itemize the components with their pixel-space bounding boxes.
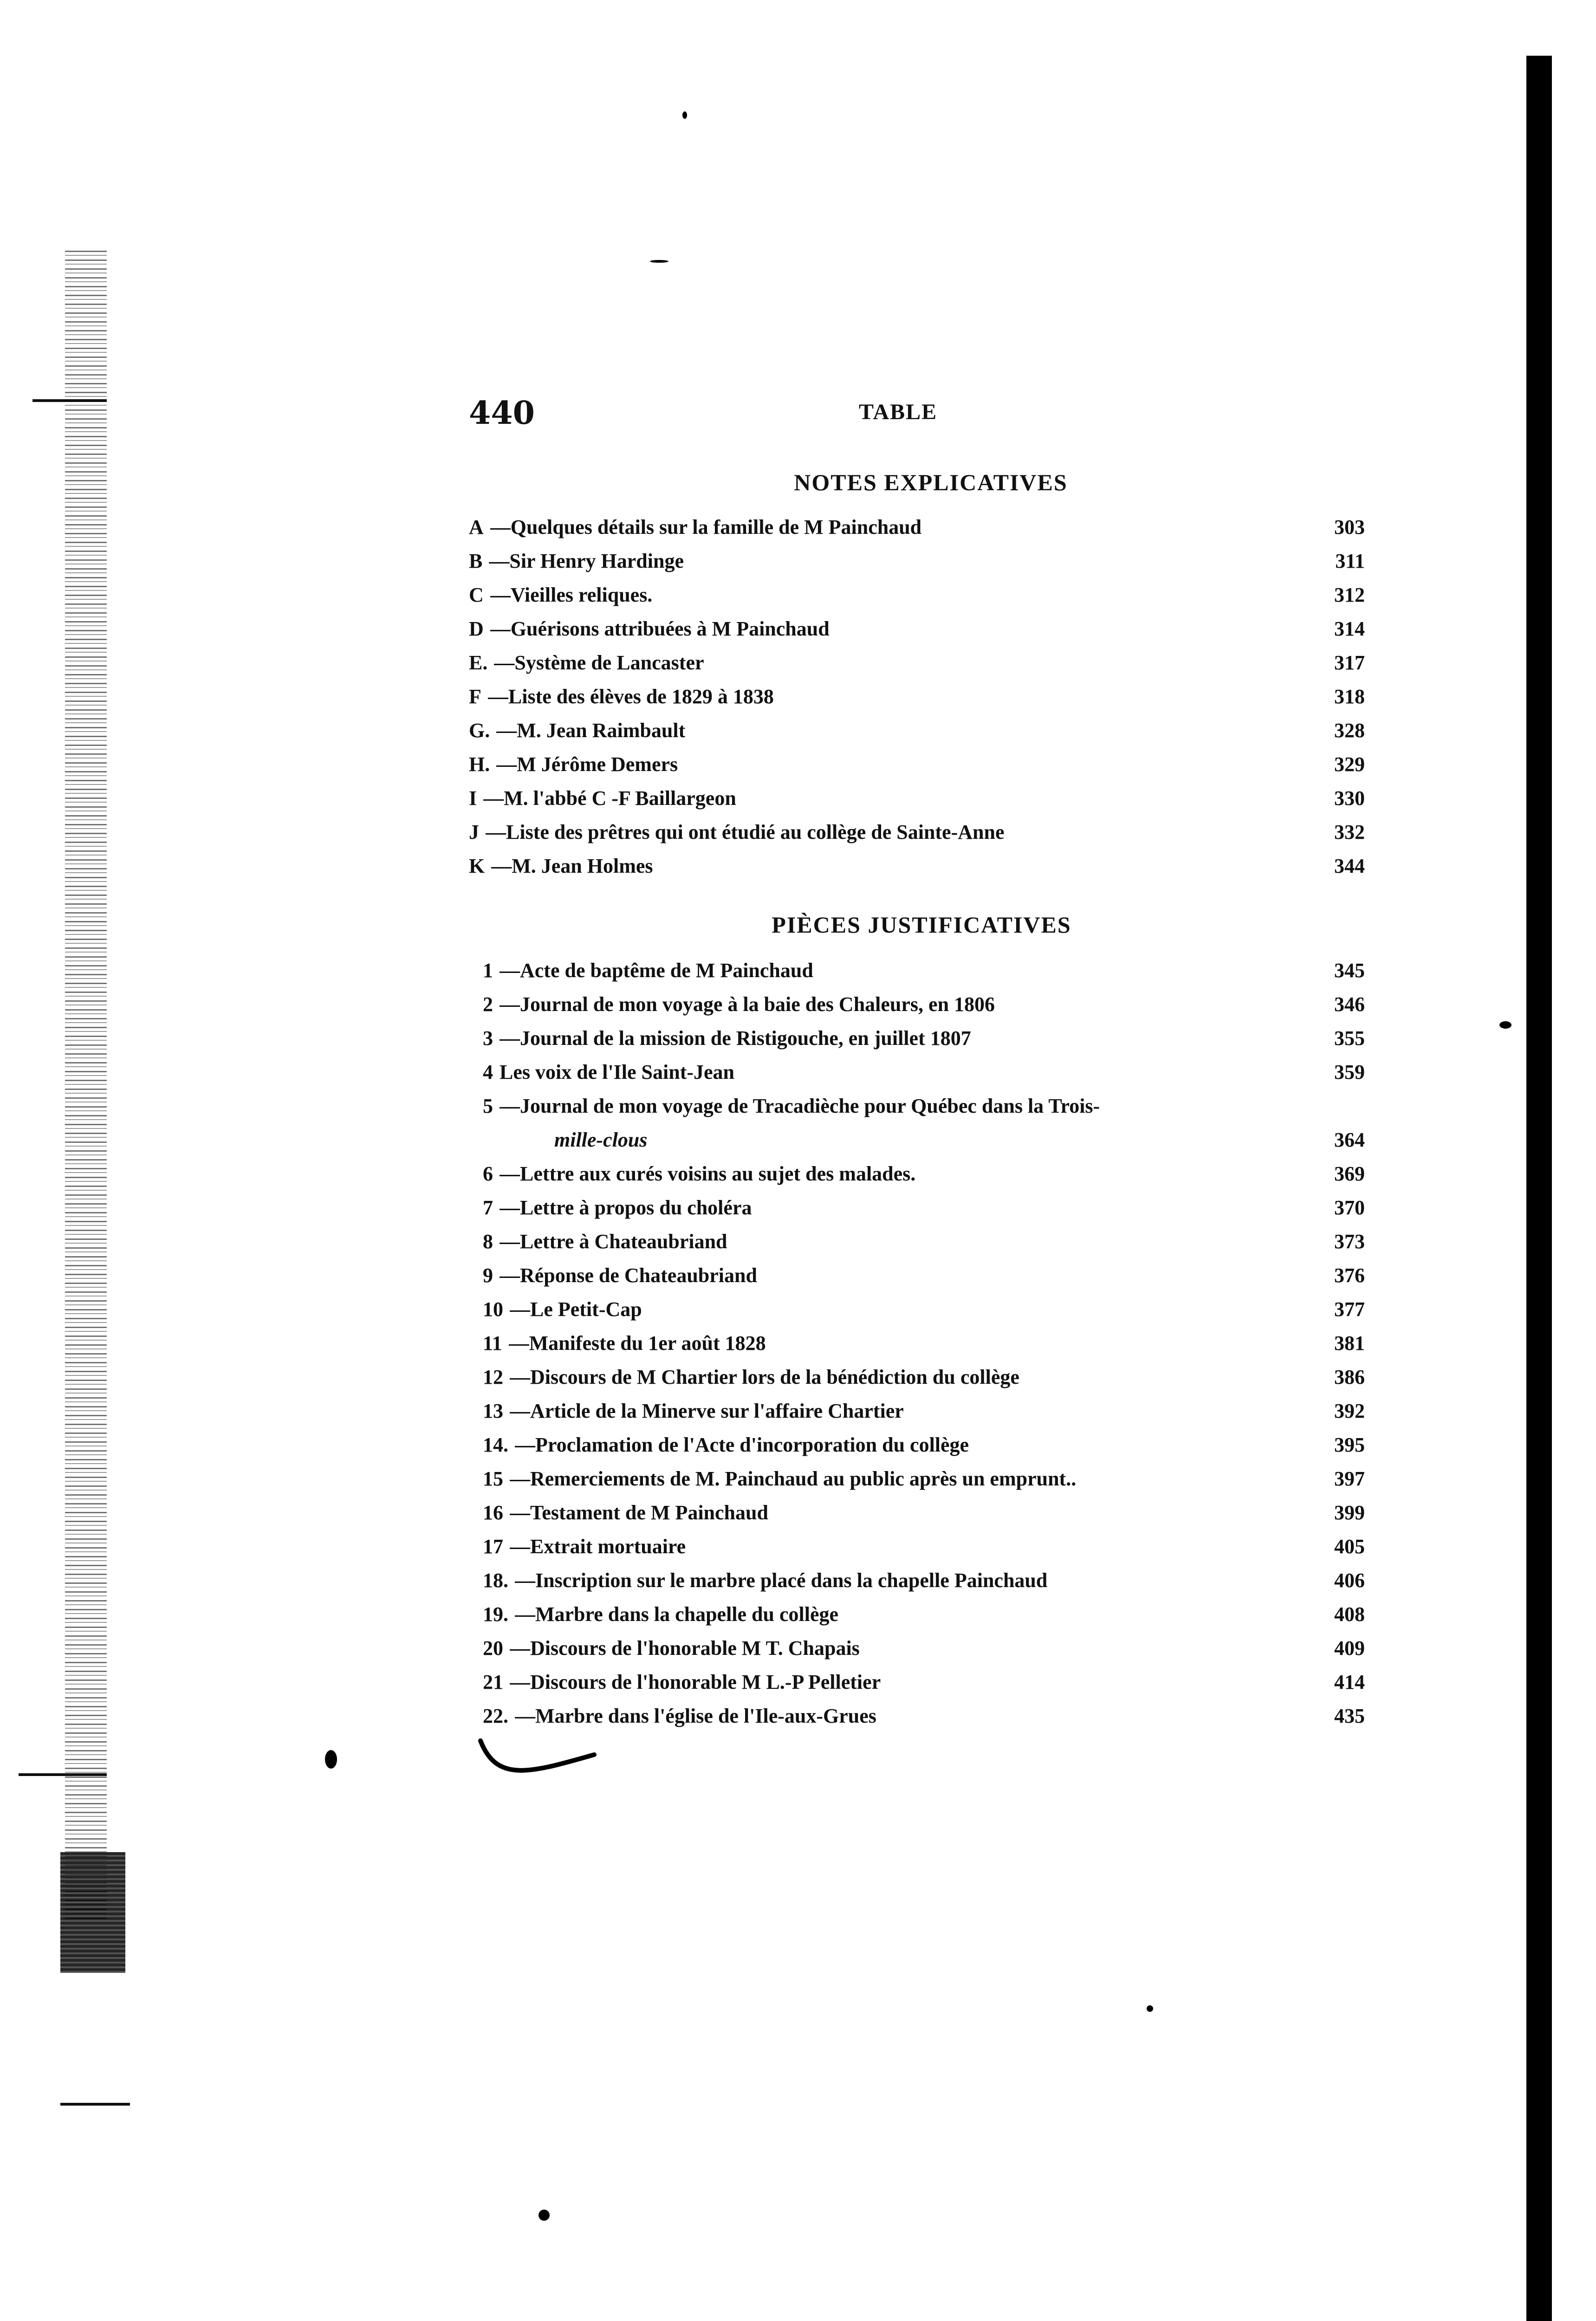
toc-entry-key: D: [469, 617, 484, 640]
toc-entry-page: 345: [1334, 959, 1365, 982]
toc-entry-key: J: [469, 821, 479, 843]
scan-speck: [1147, 2005, 1153, 2012]
toc-entry: [469, 1230, 1365, 1264]
running-head: TABLE: [859, 400, 938, 424]
toc-entry-page: 408: [1334, 1603, 1365, 1626]
toc-entry: [469, 820, 1365, 854]
toc-entry-page: 314: [1334, 617, 1365, 640]
toc-entry-page: 369: [1334, 1162, 1365, 1185]
toc-entry-page: 392: [1334, 1400, 1365, 1422]
toc-entry-page: 381: [1334, 1332, 1365, 1355]
toc-entry-key: 12: [483, 1366, 503, 1388]
toc-entry: [469, 1128, 1365, 1162]
toc-entry-title: —Journal de mon voyage de Tracadièche pour Québec dans la Trois-: [500, 1095, 1100, 1117]
toc-entry-title: —Quelques détails sur la famille de M Painchaud: [490, 516, 922, 538]
toc-entry-page: 376: [1334, 1264, 1365, 1287]
toc-entry-page: 359: [1334, 1061, 1365, 1083]
toc-entry-key: 20: [483, 1637, 503, 1660]
toc-entry-key: 16: [483, 1501, 503, 1524]
toc-entry-key: 19.: [483, 1603, 508, 1626]
toc-entry-page: 397: [1334, 1467, 1365, 1490]
notes-list: [469, 515, 1365, 888]
toc-entry-title: —Liste des élèves de 1829 à 1838: [487, 685, 774, 708]
toc-entry: [469, 1331, 1365, 1365]
toc-entry: [469, 651, 1365, 685]
toc-entry-key: 14.: [483, 1433, 508, 1456]
toc-entry-key: 18.: [483, 1569, 508, 1592]
toc-entry-title: —Discours de l'honorable M L.-P Pelletier: [510, 1671, 881, 1693]
toc-entry: [469, 1094, 1365, 1128]
toc-entry-key: 21: [483, 1671, 503, 1693]
toc-entry-title: —Marbre dans l'église de l'Ile-aux-Grues: [515, 1705, 876, 1727]
toc-entry-key: E.: [469, 651, 488, 674]
pieces-section-title: PIÈCES JUSTIFICATIVES: [772, 912, 1071, 938]
toc-entry-title: —Lettre à Chateaubriand: [500, 1230, 727, 1253]
scan-rule: [32, 399, 107, 402]
toc-entry: [469, 1704, 1365, 1738]
toc-entry: [469, 583, 1365, 617]
toc-entry-title: —Acte de baptême de M Painchaud: [500, 959, 813, 982]
toc-entry: [469, 1569, 1365, 1602]
scan-speck: [325, 1750, 337, 1769]
toc-entry-page: 318: [1334, 685, 1365, 708]
toc-entry-title: —Système de Lancaster: [494, 651, 704, 674]
toc-entry: [469, 1196, 1365, 1230]
toc-entry: [469, 1636, 1365, 1670]
toc-entry: [469, 549, 1365, 583]
toc-entry-title: —Discours de l'honorable M T. Chapais: [510, 1637, 860, 1660]
toc-entry-title: —Marbre dans la chapelle du collège: [515, 1603, 839, 1626]
toc-entry: [469, 786, 1365, 820]
toc-entry-page: 370: [1334, 1196, 1365, 1219]
scan-speck: [650, 260, 668, 263]
toc-entry-page: 355: [1334, 1027, 1365, 1050]
toc-entry: [469, 1602, 1365, 1636]
toc-entry-title: —Lettre aux curés voisins au sujet des malades.: [500, 1162, 916, 1185]
toc-entry-key: 10: [483, 1298, 503, 1321]
toc-page: [469, 395, 1365, 1738]
toc-entry: [469, 854, 1365, 888]
toc-entry: [469, 685, 1365, 719]
page-number: 440: [469, 395, 535, 432]
toc-entry-title: —Article de la Minerve sur l'affaire Chartier: [510, 1400, 904, 1422]
toc-entry-page: 312: [1334, 583, 1365, 606]
toc-entry-page: 399: [1334, 1501, 1365, 1524]
toc-entry-title: —M Jérôme Demers: [496, 753, 678, 776]
toc-entry-title: —Inscription sur le marbre placé dans la chapelle Painchaud: [515, 1569, 1048, 1592]
toc-entry-title: mille-clous: [554, 1128, 648, 1151]
toc-entry-key: K: [469, 855, 485, 877]
toc-entry-key: 7: [483, 1196, 493, 1219]
toc-entry-key: 11: [483, 1332, 502, 1355]
toc-entry-page: 406: [1334, 1569, 1365, 1592]
toc-entry-title: —Sir Henry Hardinge: [489, 550, 684, 572]
toc-entry-key: G.: [469, 719, 490, 742]
toc-entry-key: I: [469, 787, 477, 810]
ink-flourish: [478, 1731, 599, 1787]
toc-entry-key: 5: [483, 1095, 493, 1117]
toc-entry: [469, 1670, 1365, 1704]
notes-section-title: NOTES EXPLICATIVES: [794, 469, 1068, 495]
toc-entry: [469, 959, 1365, 992]
toc-entry-page: 303: [1334, 516, 1365, 538]
toc-entry: [469, 752, 1365, 786]
scan-rule: [60, 2103, 130, 2106]
toc-entry-page: 329: [1334, 753, 1365, 776]
toc-entry-key: B: [469, 550, 483, 572]
page-header: [469, 395, 1365, 446]
toc-entry: [469, 1365, 1365, 1399]
pieces-list: [469, 959, 1365, 1738]
toc-entry-title: —Guérisons attribuées à M Painchaud: [490, 617, 830, 640]
toc-entry-title: —Vieilles reliques.: [490, 583, 653, 606]
toc-entry-key: 1: [483, 959, 493, 982]
toc-entry-title: —Discours de M Chartier lors de la bénédiction du collège: [510, 1366, 1019, 1388]
toc-entry-key: 17: [483, 1535, 503, 1558]
toc-entry-key: 22.: [483, 1705, 508, 1727]
toc-entry-title: —Le Petit-Cap: [510, 1298, 642, 1321]
toc-entry-title: —Journal de la mission de Ristigouche, en juillet 1807: [500, 1027, 971, 1050]
toc-entry-key: 13: [483, 1400, 503, 1422]
toc-entry-title: —M. l'abbé C -F Baillargeon: [483, 787, 736, 810]
toc-entry-page: 386: [1334, 1366, 1365, 1388]
toc-entry-key: 8: [483, 1230, 493, 1253]
toc-entry-title: —Liste des prêtres qui ont étudié au collège de Sainte-Anne: [486, 821, 1005, 843]
toc-entry: [469, 1026, 1365, 1060]
scan-speck: [1499, 1021, 1512, 1029]
toc-entry-page: 435: [1334, 1705, 1365, 1727]
toc-entry: [469, 992, 1365, 1026]
toc-entry-page: 373: [1334, 1230, 1365, 1253]
toc-entry-page: 311: [1335, 550, 1365, 572]
scan-margin-block: [60, 1852, 125, 1973]
toc-entry-key: 2: [483, 993, 493, 1016]
toc-entry: [469, 1060, 1365, 1094]
toc-entry-page: 414: [1334, 1671, 1365, 1693]
toc-entry: [469, 1467, 1365, 1501]
toc-entry: [469, 1535, 1365, 1569]
toc-entry-title: —Réponse de Chateaubriand: [500, 1264, 757, 1287]
toc-entry: [469, 515, 1365, 549]
toc-entry-key: 4: [483, 1061, 493, 1083]
toc-entry: [469, 1501, 1365, 1535]
toc-entry-page: 409: [1334, 1637, 1365, 1660]
toc-entry-key: 9: [483, 1264, 493, 1287]
toc-entry: [469, 617, 1365, 651]
toc-entry: [469, 1399, 1365, 1433]
toc-entry-page: 317: [1334, 651, 1365, 674]
toc-entry-page: 377: [1334, 1298, 1365, 1321]
toc-entry-title: —Testament de M Painchaud: [510, 1501, 768, 1524]
toc-entry-title: —Remerciements de M. Painchaud au public après un emprunt..: [510, 1467, 1077, 1490]
toc-entry-page: 330: [1334, 787, 1365, 810]
toc-entry-page: 346: [1334, 993, 1365, 1016]
toc-entry-page: 364: [1334, 1128, 1365, 1151]
toc-entry: [469, 1297, 1365, 1331]
toc-entry-title: —M. Jean Raimbault: [496, 719, 686, 742]
toc-entry-key: 6: [483, 1162, 493, 1185]
toc-entry-page: 344: [1334, 855, 1365, 877]
toc-entry-page: 405: [1334, 1535, 1365, 1558]
toc-entry-title: —Manifeste du 1er août 1828: [508, 1332, 766, 1355]
toc-entry-title: —Lettre à propos du choléra: [500, 1196, 752, 1219]
scan-margin-noise: [65, 251, 107, 1922]
toc-entry: [469, 1433, 1365, 1467]
toc-entry-title: —Journal de mon voyage à la baie des Chaleurs, en 1806: [500, 993, 995, 1016]
toc-entry-key: 3: [483, 1027, 493, 1050]
scan-right-edge: [1526, 56, 1552, 2321]
toc-entry-key: C: [469, 583, 484, 606]
toc-entry-title: Les voix de l'Ile Saint-Jean: [500, 1061, 735, 1083]
toc-entry-key: F: [469, 685, 481, 708]
toc-entry: [469, 719, 1365, 752]
toc-entry-title: —M. Jean Holmes: [491, 855, 653, 877]
scan-speck: [538, 2210, 550, 2221]
toc-entry-title: —Extrait mortuaire: [510, 1535, 686, 1558]
toc-entry-page: 328: [1334, 719, 1365, 742]
toc-entry-key: 15: [483, 1467, 503, 1490]
toc-entry: [469, 1162, 1365, 1196]
toc-entry-title: —Proclamation de l'Acte d'incorporation du collège: [515, 1433, 969, 1456]
toc-entry-page: 332: [1334, 821, 1365, 843]
scan-speck: [682, 111, 687, 119]
toc-entry-key: A: [469, 516, 484, 538]
toc-entry-key: H.: [469, 753, 490, 776]
toc-entry: [469, 1264, 1365, 1297]
scan-rule: [19, 1773, 107, 1776]
toc-entry-page: 395: [1334, 1433, 1365, 1456]
